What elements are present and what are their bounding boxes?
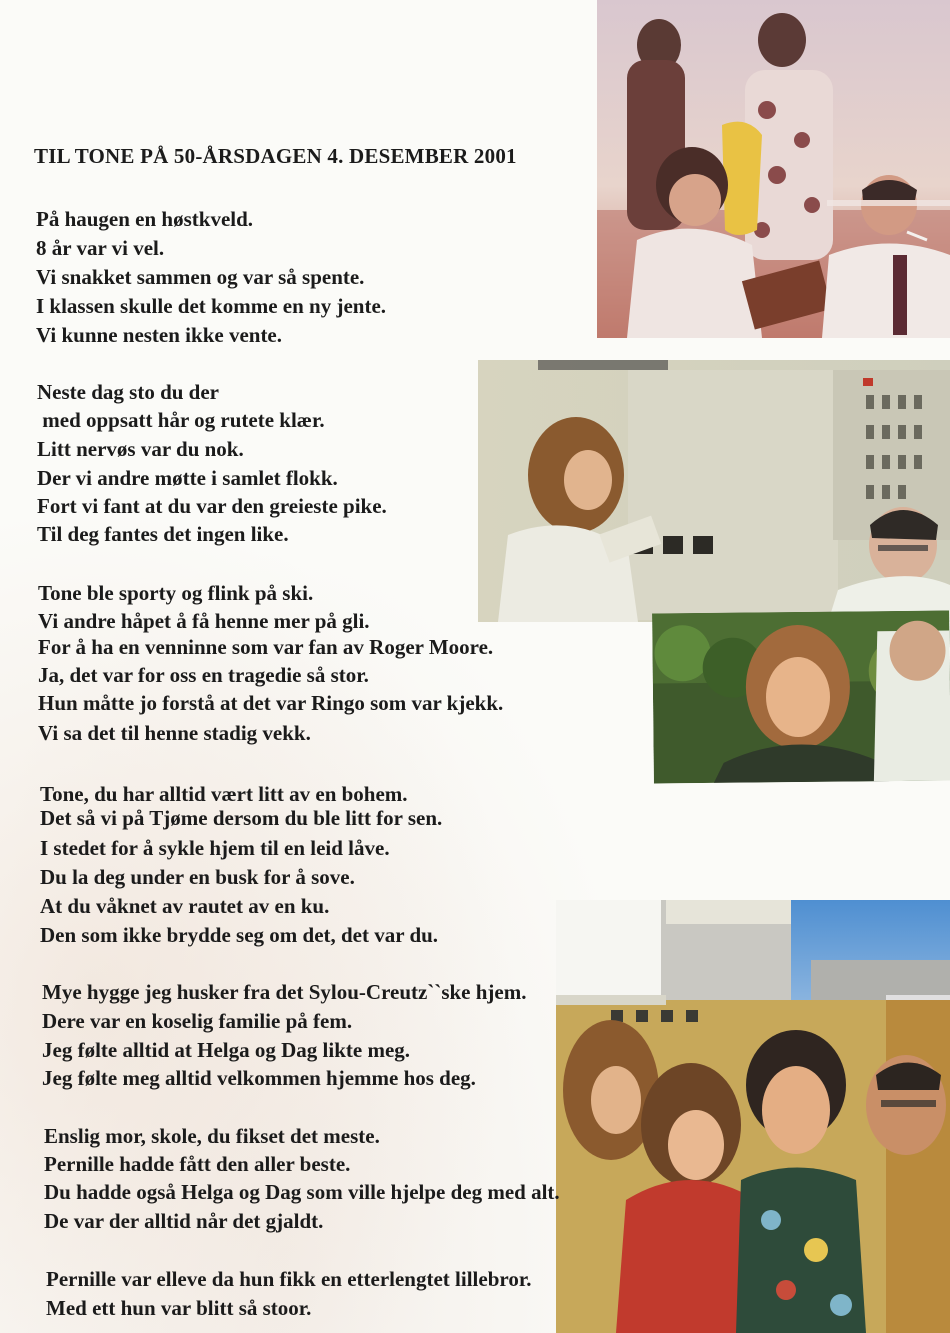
poem-line: Enslig mor, skole, du fikset det meste.	[44, 1124, 380, 1148]
poem-line: De var der alltid når det gjaldt.	[44, 1209, 324, 1233]
poem-line: Pernille var elleve da hun fikk en etterlengtet lillebror.	[46, 1267, 532, 1291]
photo-family-boat	[597, 0, 950, 338]
poem-line: Vi sa det til henne stadig vekk.	[38, 721, 311, 745]
poem-line: At du våknet av rautet av en ku.	[40, 894, 330, 918]
photo-girl-reading	[478, 360, 950, 622]
poem-line: Tone, du har alltid vært litt av en bohem.	[40, 782, 408, 806]
poem-line: Der vi andre møtte i samlet flokk.	[37, 466, 338, 490]
poem-line: Neste dag sto du der	[37, 380, 219, 404]
poem-line: For å ha en venninne som var fan av Roger Moore.	[38, 635, 494, 659]
poem-line: Den som ikke brydde seg om det, det var du.	[40, 923, 439, 947]
poem-line: Du la deg under en busk for å sove.	[40, 865, 355, 889]
poem-line: Fort vi fant at du var den greieste pike.	[37, 494, 387, 518]
poem-line: Litt nervøs var du nok.	[37, 437, 244, 461]
photo-smiling-woman	[652, 610, 950, 783]
poem-line: I stedet for å sykle hjem til en leid låve.	[40, 836, 390, 860]
poem-line: Du hadde også Helga og Dag som ville hjelpe deg med alt.	[44, 1180, 560, 1204]
poem-title: TIL TONE PÅ 50-ÅRSDAGEN 4. DESEMBER 2001	[34, 144, 517, 168]
poem-line: På haugen en høstkveld.	[36, 207, 254, 231]
poem-line: Mye hygge jeg husker fra det Sylou-Creutz``ske hjem.	[42, 980, 527, 1004]
poem-line: Vi kunne nesten ikke vente.	[36, 323, 283, 347]
poem-line: I klassen skulle det komme en ny jente.	[36, 294, 387, 318]
poem-line: Ja, det var for oss en tragedie så stor.	[38, 663, 369, 687]
photo-group-outdoors	[556, 900, 950, 1333]
poem-line: Dere var en koselig familie på fem.	[42, 1009, 353, 1033]
poem-line: Vi snakket sammen og var så spente.	[36, 265, 365, 289]
poem-line: med oppsatt hår og rutete klær.	[37, 408, 325, 432]
poem-line: Vi andre håpet å få henne mer på gli.	[38, 609, 370, 633]
poem-line: Pernille hadde fått den aller beste.	[44, 1152, 351, 1176]
poem-line: Jeg følte meg alltid velkommen hjemme hos deg.	[42, 1066, 476, 1090]
poem-line: Det så vi på Tjøme dersom du ble litt for sen.	[40, 806, 443, 830]
poem-line: 8 år var vi vel.	[36, 236, 165, 260]
poem-line: Tone ble sporty og flink på ski.	[38, 581, 314, 605]
poem-line: Med ett hun var blitt så stoor.	[46, 1296, 312, 1320]
poem-line: Til deg fantes det ingen like.	[37, 522, 289, 546]
poem-line: Jeg følte alltid at Helga og Dag likte meg.	[42, 1038, 411, 1062]
poem-line: Hun måtte jo forstå at det var Ringo som var kjekk.	[38, 691, 504, 715]
